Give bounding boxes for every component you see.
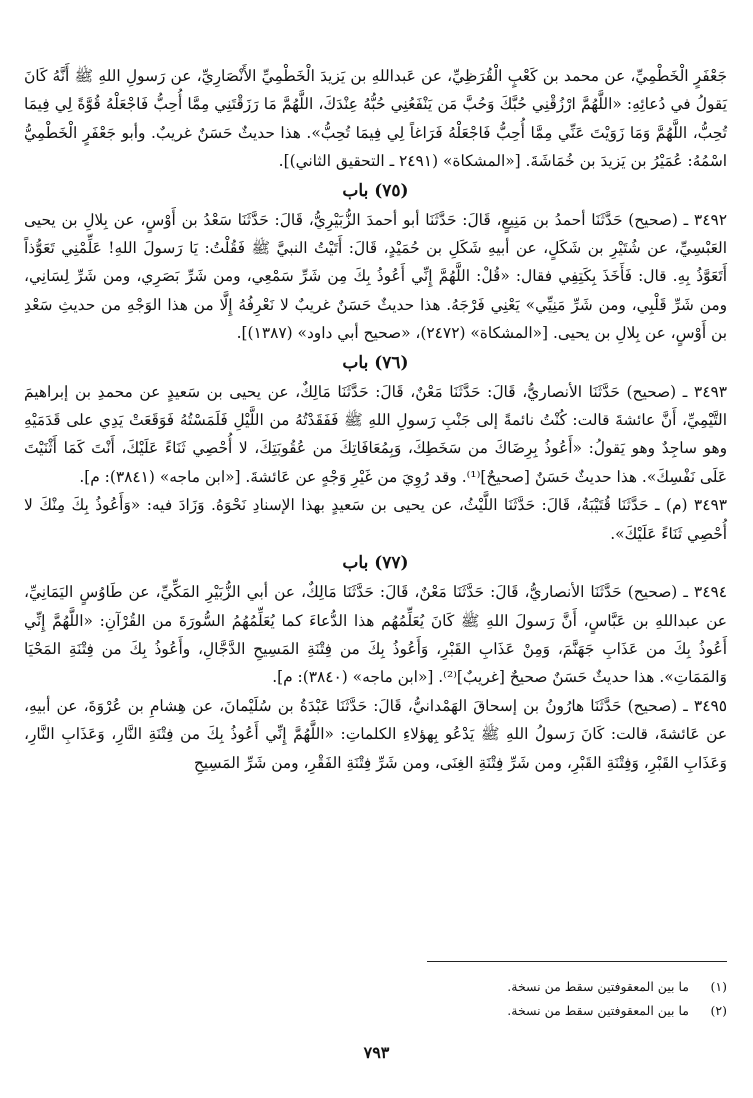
- chapter-heading-75: [24, 176, 727, 206]
- hadith-3494: ٣٤٩٤ ـ (صحيح) حَدَّثَنَا الأنصاريُّ، قَالَ: حَدَّثَنَا مَعْنٌ، قَالَ: حَدَّثَنَا مَالِكٌ، عن أبي الزُّبَيْرِ المَكِّيِّ، عن طَاوُسٍ اليَمَانِيِّ، عن عبداللهِ بن عَبَّاسٍ، أَنَّ رَسولَ اللهِ ﷺ كَانَ يُعَلِّمُهُم هذا الدُّعاءَ كما يُعَلِّمُهُمُ السُّورَةَ من القُرْآنِ: «اللَّهُمَّ إِنِّي أَعُوذُ بِكَ من عَذَابِ جَهَنَّمَ، وَمِنْ عَذَابِ القَبْرِ، وَأَعُوذُ بِكَ من فِتْنَةِ المَسِيحِ الدَّجَّالِ، وأَعُوذُ بِكَ من فِتْنَةِ المَحْيَا وَالمَمَاتِ». هذا حديثٌ حَسَنٌ صحيحٌ [غريبٌ]⁽²⁾. [«ابن ماجه» (٣٨٤٠): م].: [24, 583, 727, 687]
- chapter-number: (٧٦): [374, 352, 409, 373]
- footnote-number: (٢): [710, 1003, 727, 1018]
- footnote-text: ما بين المعقوفتين سقط من نسخة.: [507, 1003, 690, 1018]
- footnote-number: (١): [710, 979, 727, 994]
- chapter-word: باب: [342, 352, 369, 373]
- chapter-number: (٧٥): [374, 180, 409, 201]
- footnotes: [307, 975, 727, 1023]
- hadith-3495: ٣٤٩٥ ـ (صحيح) حَدَّثَنَا هارُونُ بن إسحاقَ الهَمْدانيُّ، قَالَ: حَدَّثَنَا عَبْدَةُ بن سُلَيْمانَ، عن هِشامِ بن عُرْوَةَ، عن أبيهِ، عن عَائشةَ، قالت: كَانَ رَسولُ اللهِ ﷺ يَدْعُو بِهؤلاءِ الكلماتِ: «اللَّهُمَّ إِنِّي أَعُوذُ بِكَ من فِتْنَةِ النَّارِ، وَعَذَابِ النَّارِ، وَعَذَابِ القَبْرِ، وَفِتْنَةِ القَبْرِ، ومن شَرِّ فِتْنَةِ الغِنَى، ومن شَرِّ فِتْنَةِ الفَقْرِ، ومن شَرِّ المَسِيحِ: [24, 696, 727, 772]
- hadith-3492: ٣٤٩٢ ـ (صحيح) حَدَّثَنَا أحمدُ بن مَنِيعٍ، قَالَ: حَدَّثَنَا أبو أحمدَ الزُّبَيْرِيُّ، قَالَ: حَدَّثَنَا سَعْدُ بن أَوْسٍ، عن بِلالِ بن يحيى العَبْسِيِّ، عن شُتَيْرِ بن شَكَلٍ، عن أبيهِ شَكَلِ بن حُمَيْدٍ، قَالَ: أَتَيْتُ النبيَّ ﷺ فَقُلْتُ: يَا رَسولَ اللهِ! عَلِّمْنِي تَعَوُّذاً أَتَعَوَّذُ بِهِ. قال: فَأَخَذَ بِكَتِفِي فقال: «قُلْ: اللَّهُمَّ إِنِّي أَعُوذُ بِكَ مِن شَرِّ سَمْعِي، ومن شَرِّ بَصَرِي، ومن شَرِّ لِسَانِي، ومن شَرِّ قَلْبِي، ومن شَرِّ مَنِيِّي» يَعْنِي فَرْجَهُ. هذا حديثٌ حَسَنٌ غريبٌ لا نَعْرِفُهُ إِلَّا من هذا الوَجْهِ من حديثِ سَعْدِ بن أَوْسٍ، عن بِلالِ بن يحيى. [«المشكاة» (٢٤٧٢)، «صحيح أبي داود» (١٣٨٧)].: [24, 210, 727, 343]
- chapter-number: (٧٧): [374, 553, 409, 574]
- hadith-3493: ٣٤٩٣ ـ (صحيح) حَدَّثَنَا الأنصاريُّ، قَالَ: حَدَّثَنَا مَعْنٌ، قَالَ: حَدَّثَنَا مَالِكٌ، عن يحيى بن سَعيدٍ عن محمدِ بن إبراهيمَ التَّيْمِيِّ، أَنَّ عائشةَ قالت: كُنْتُ نائمةً إلى جَنْبِ رَسولِ اللهِ ﷺ فَفَقَدْتُهُ من اللَّيْلِ فَلَمَسْتُهُ فَوَقَعَتْ يَدِي على قَدَمَيْهِ وهو ساجِدٌ وهو يَقولُ: «أَعُوذُ بِرِضَاكَ من سَخَطِكَ، وَبِمُعَافَاتِكَ من عُقُوبَتِكَ، لا أُحْصِي ثَنَاءً عَلَيْكَ، أَنْتَ كَمَا أَثْنَيْتَ عَلَى نَفْسِكَ». هذا حديثٌ حَسَنٌ [صحيحٌ]⁽¹⁾. وقد رُوِيَ من غَيْرِ وَجْهٍ عن عَائشةَ. [«ابن ماجه» (٣٨٤١): م].: [24, 382, 727, 486]
- hadith-3493-m: ٣٤٩٣ (م) ـ حَدَّثَنَا قُتَيْبَةُ، قَالَ: حَدَّثَنَا اللَّيْثُ، عن يحيى بن سَعيدٍ بهذا الإسنادِ نَحْوَهُ. وَزَادَ فيه: «وَأَعُوذُ بِكَ مِنْكَ لا أُحْصِي ثَنَاءً عَلَيْكَ».: [24, 496, 727, 543]
- footnote-text: ما بين المعقوفتين سقط من نسخة.: [507, 979, 690, 994]
- chapter-heading-76: [24, 348, 727, 378]
- chapter-word: باب: [342, 553, 369, 574]
- paragraph-continued: جَعْفَرٍ الْخَطْمِيِّ، عن محمد بن كَعْبٍ الْقُرَظِيِّ، عن عَبداللهِ بن يَزيدَ الْخَطْمِيِّ الأَنْصَارِيِّ، عن رَسولِ اللهِ ﷺ أَنَّهُ كَانَ يَقولُ في دُعائِهِ: «اللَّهُمَّ ارْزُقْنِي حُبَّكَ وَحُبَّ مَن يَنْفَعُنِي حُبُّهُ عِنْدَكَ، اللَّهُمَّ مَا رَزَقْتَنِي مِمَّا أُحِبُّ فَاجْعَلْهُ قُوَّةً لِي فِيمَا تُحِبُّ، اللَّهُمَّ وَمَا زَوَيْتَ عَنِّي مِمَّا أُحِبُّ فَاجْعَلْهُ فَرَاغاً لِي فِيمَا تُحِبُّ». هذا حديثٌ حَسَنٌ غريبٌ. وأبو جَعْفَرٍ الْخَطْمِيُّ اسْمُهُ: عُمَيْرُ بن يَزيدَ بن خُمَاشَةَ. [«المشكاة» (٢٤٩١ ـ التحقيق الثاني)].: [24, 67, 727, 171]
- chapter-word: باب: [342, 180, 369, 201]
- page-number: ٧٩٣: [363, 1043, 390, 1062]
- chapter-heading-77: [24, 548, 727, 578]
- footnote-divider: [427, 961, 727, 962]
- footnote-2: [307, 999, 727, 1023]
- footnote-1: [307, 975, 727, 999]
